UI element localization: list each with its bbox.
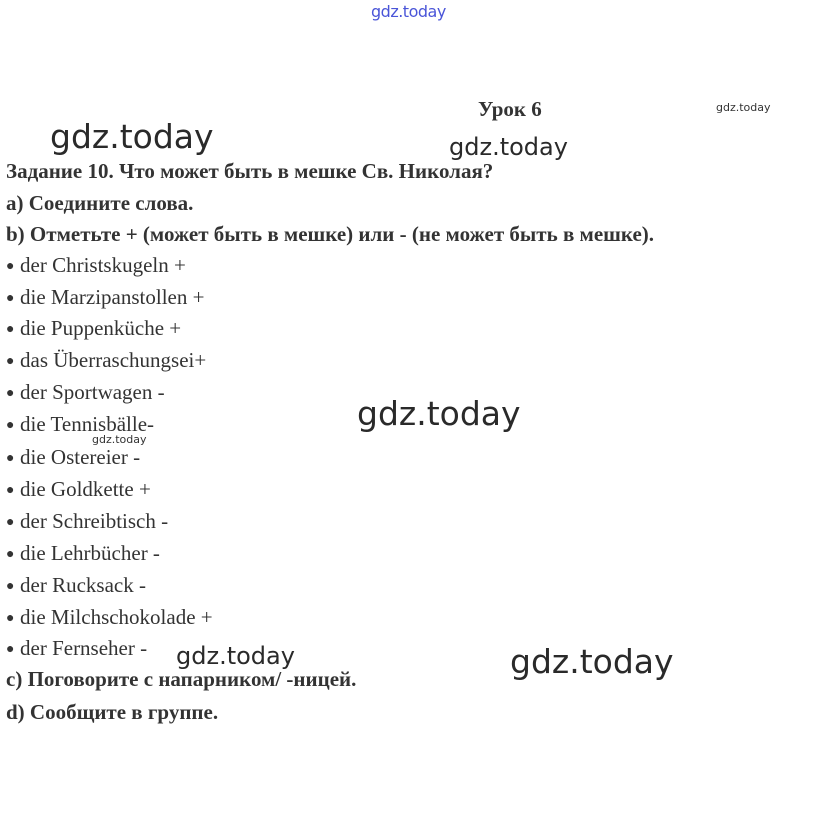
list-item: ● der Rucksack - bbox=[6, 573, 146, 597]
list-item: ● die Ostereier - bbox=[6, 445, 141, 469]
watermark-small-right: gdz.today bbox=[716, 101, 771, 114]
bullet-icon: ● bbox=[6, 611, 15, 626]
part-b: b) Отметьте + (может быть в мешке) или - (не может быть в мешке). bbox=[6, 222, 655, 246]
bullet-icon: ● bbox=[6, 322, 15, 337]
watermark-bottom-right: gdz.today bbox=[510, 642, 674, 681]
part-c: с) Поговорите с напарником/ -ницей. bbox=[6, 667, 357, 691]
list-item: ● die Tennisbälle- bbox=[6, 412, 155, 436]
list-item: ● der Schreibtisch - bbox=[6, 509, 169, 533]
bullet-icon: ● bbox=[6, 386, 15, 401]
bullet-icon: ● bbox=[6, 642, 15, 657]
watermark-small-left: gdz.today bbox=[92, 433, 147, 446]
bullet-icon: ● bbox=[6, 547, 15, 562]
lesson-title: Урок 6 bbox=[478, 97, 542, 121]
bullet-icon: ● bbox=[6, 483, 15, 498]
watermark-under-title: gdz.today bbox=[449, 133, 568, 161]
bullet-icon: ● bbox=[6, 451, 15, 466]
part-a: а) Соедините слова. bbox=[6, 191, 194, 215]
list-item: ● die Goldkette + bbox=[6, 477, 151, 501]
watermark-bottom-mid: gdz.today bbox=[176, 642, 295, 670]
watermark-big-left: gdz.today bbox=[50, 117, 214, 156]
bullet-icon: ● bbox=[6, 515, 15, 530]
task-heading: Задание 10. Что может быть в мешке Св. Николая? bbox=[6, 159, 494, 183]
list-item: ● der Fernseher - bbox=[6, 636, 148, 660]
list-item: ● die Milchschokolade + bbox=[6, 605, 213, 629]
list-item: ● der Christskugeln + bbox=[6, 253, 186, 277]
bullet-icon: ● bbox=[6, 259, 15, 274]
list-item: ● das Überraschungsei+ bbox=[6, 348, 207, 372]
watermark-top: gdz.today bbox=[371, 2, 446, 21]
bullet-icon: ● bbox=[6, 291, 15, 306]
list-item: ● die Marzipanstollen + bbox=[6, 285, 205, 309]
watermark-center: gdz.today bbox=[357, 394, 521, 433]
list-item: ● der Sportwagen - bbox=[6, 380, 165, 404]
bullet-icon: ● bbox=[6, 354, 15, 369]
bullet-icon: ● bbox=[6, 418, 15, 433]
list-item: ● die Lehrbücher - bbox=[6, 541, 160, 565]
list-item: ● die Puppenküche + bbox=[6, 316, 182, 340]
part-d: d) Сообщите в группе. bbox=[6, 700, 219, 724]
bullet-icon: ● bbox=[6, 579, 15, 594]
